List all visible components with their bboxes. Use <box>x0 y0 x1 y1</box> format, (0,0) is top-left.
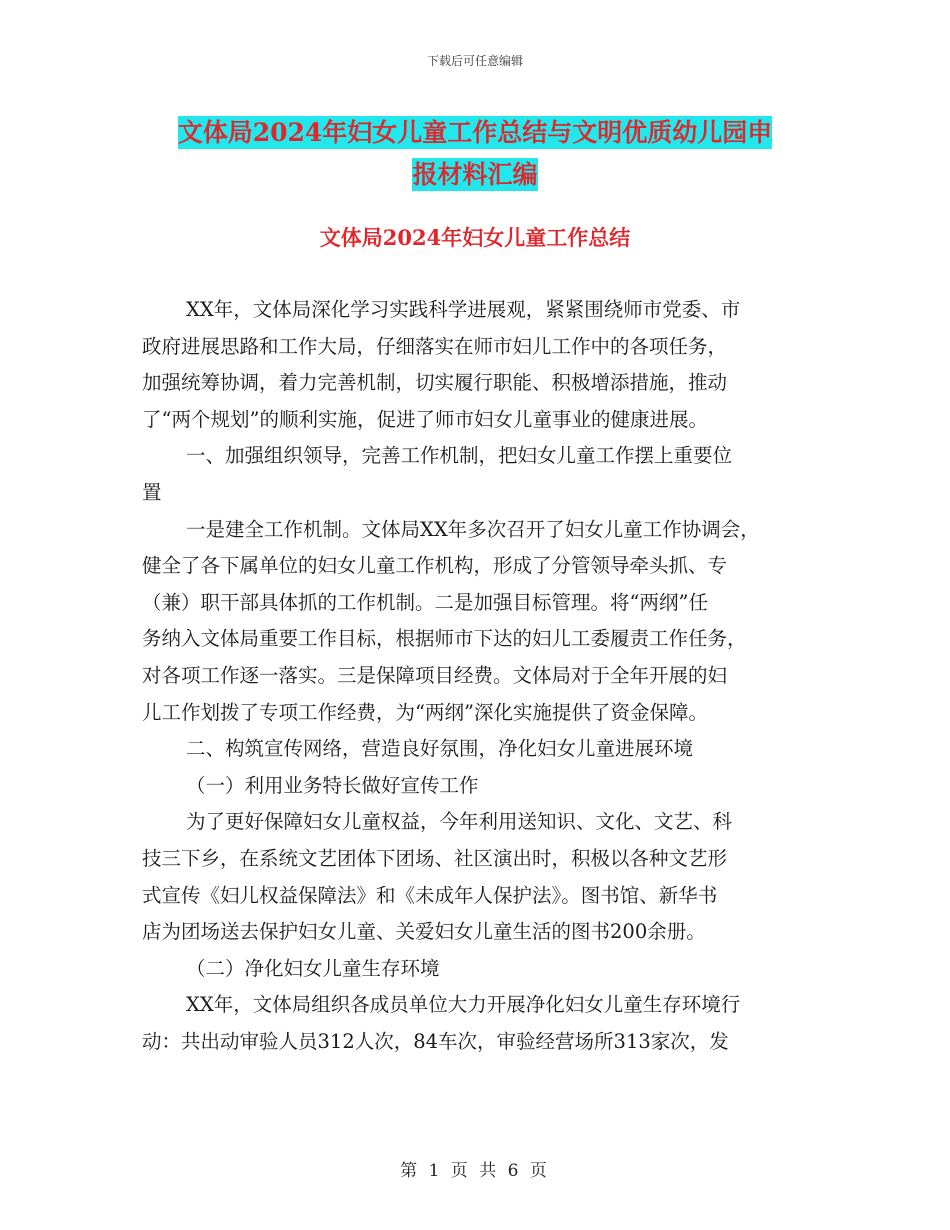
body-line: （兼）职干部具体抓的工作机制。二是加强目标管理。将“两纲”任 <box>142 590 708 614</box>
body-line: 政府进展思路和工作大局，仔细落实在师市妇儿工作中的各项任务， <box>142 334 728 358</box>
body-line: XX年，文体局组织各成员单位大力开展净化妇女儿童生存环境行 <box>186 993 741 1017</box>
page-footer: 第 1 页 共 6 页 <box>400 1161 550 1181</box>
document-title-text-1: 文体局2024年妇女儿童工作总结与文明优质幼儿园申 <box>177 118 773 147</box>
body-line: 一、加强组织领导，完善工作机制，把妇女儿童工作摆上重要位 <box>186 444 733 468</box>
body-line: 为了更好保障妇女儿童权益，今年利用送知识、文化、文艺、科 <box>186 810 733 834</box>
section-title: 文体局2024年妇女儿童工作总结 <box>319 225 631 250</box>
body-line: 加强统筹协调，着力完善机制，切实履行职能、积极增添措施，推动 <box>142 371 728 395</box>
document-title-line-2 <box>0 155 950 191</box>
body-line: 动：共出动审验人员312人次，84车次，审验经营场所313家次，发 <box>142 1029 729 1053</box>
body-line: 置 <box>142 480 162 504</box>
body-text <box>142 292 812 1060</box>
body-line: （二）净化妇女儿童生存环境 <box>186 956 440 980</box>
body-line: 式宣传《妇儿权益保障法》和《未成年人保护法》。图书馆、新华书 <box>142 883 718 907</box>
body-line: 对各项工作逐一落实。三是保障项目经费。文体局对于全年开展的妇 <box>142 663 728 687</box>
body-line: 儿工作划拨了专项工作经费，为“两纲”深化实施提供了资金保障。 <box>142 700 708 724</box>
document-title-text-2: 报材料汇编 <box>412 160 538 189</box>
header-note: 下载后可任意编辑 <box>426 54 523 68</box>
body-line: 健全了各下属单位的妇女儿童工作机构，形成了分管领导牵头抓、专 <box>142 554 728 578</box>
document-title-line-1 <box>0 113 950 149</box>
body-line: 二、构筑宣传网络，营造良好氛围，净化妇女儿童进展环境 <box>186 737 694 761</box>
body-line: 店为团场送去保护妇女儿童、关爱妇女儿童生活的图书200余册。 <box>142 920 706 944</box>
body-line: 了“两个规划”的顺利实施，促进了师市妇女儿童事业的健康进展。 <box>142 407 708 431</box>
body-line: 技三下乡，在系统文艺团体下团场、社区演出时，积极以各种文艺形 <box>142 846 728 870</box>
body-line: 务纳入文体局重要工作目标，根据师市下达的妇儿工委履责工作任务， <box>142 627 747 651</box>
body-line: 一是建全工作机制。文体局XX年多次召开了妇女儿童工作协调会， <box>186 517 760 541</box>
body-line: XX年，文体局深化学习实践科学进展观，紧紧围绕师市党委、市 <box>186 298 741 321</box>
body-line: （一）利用业务特长做好宣传工作 <box>186 773 479 797</box>
